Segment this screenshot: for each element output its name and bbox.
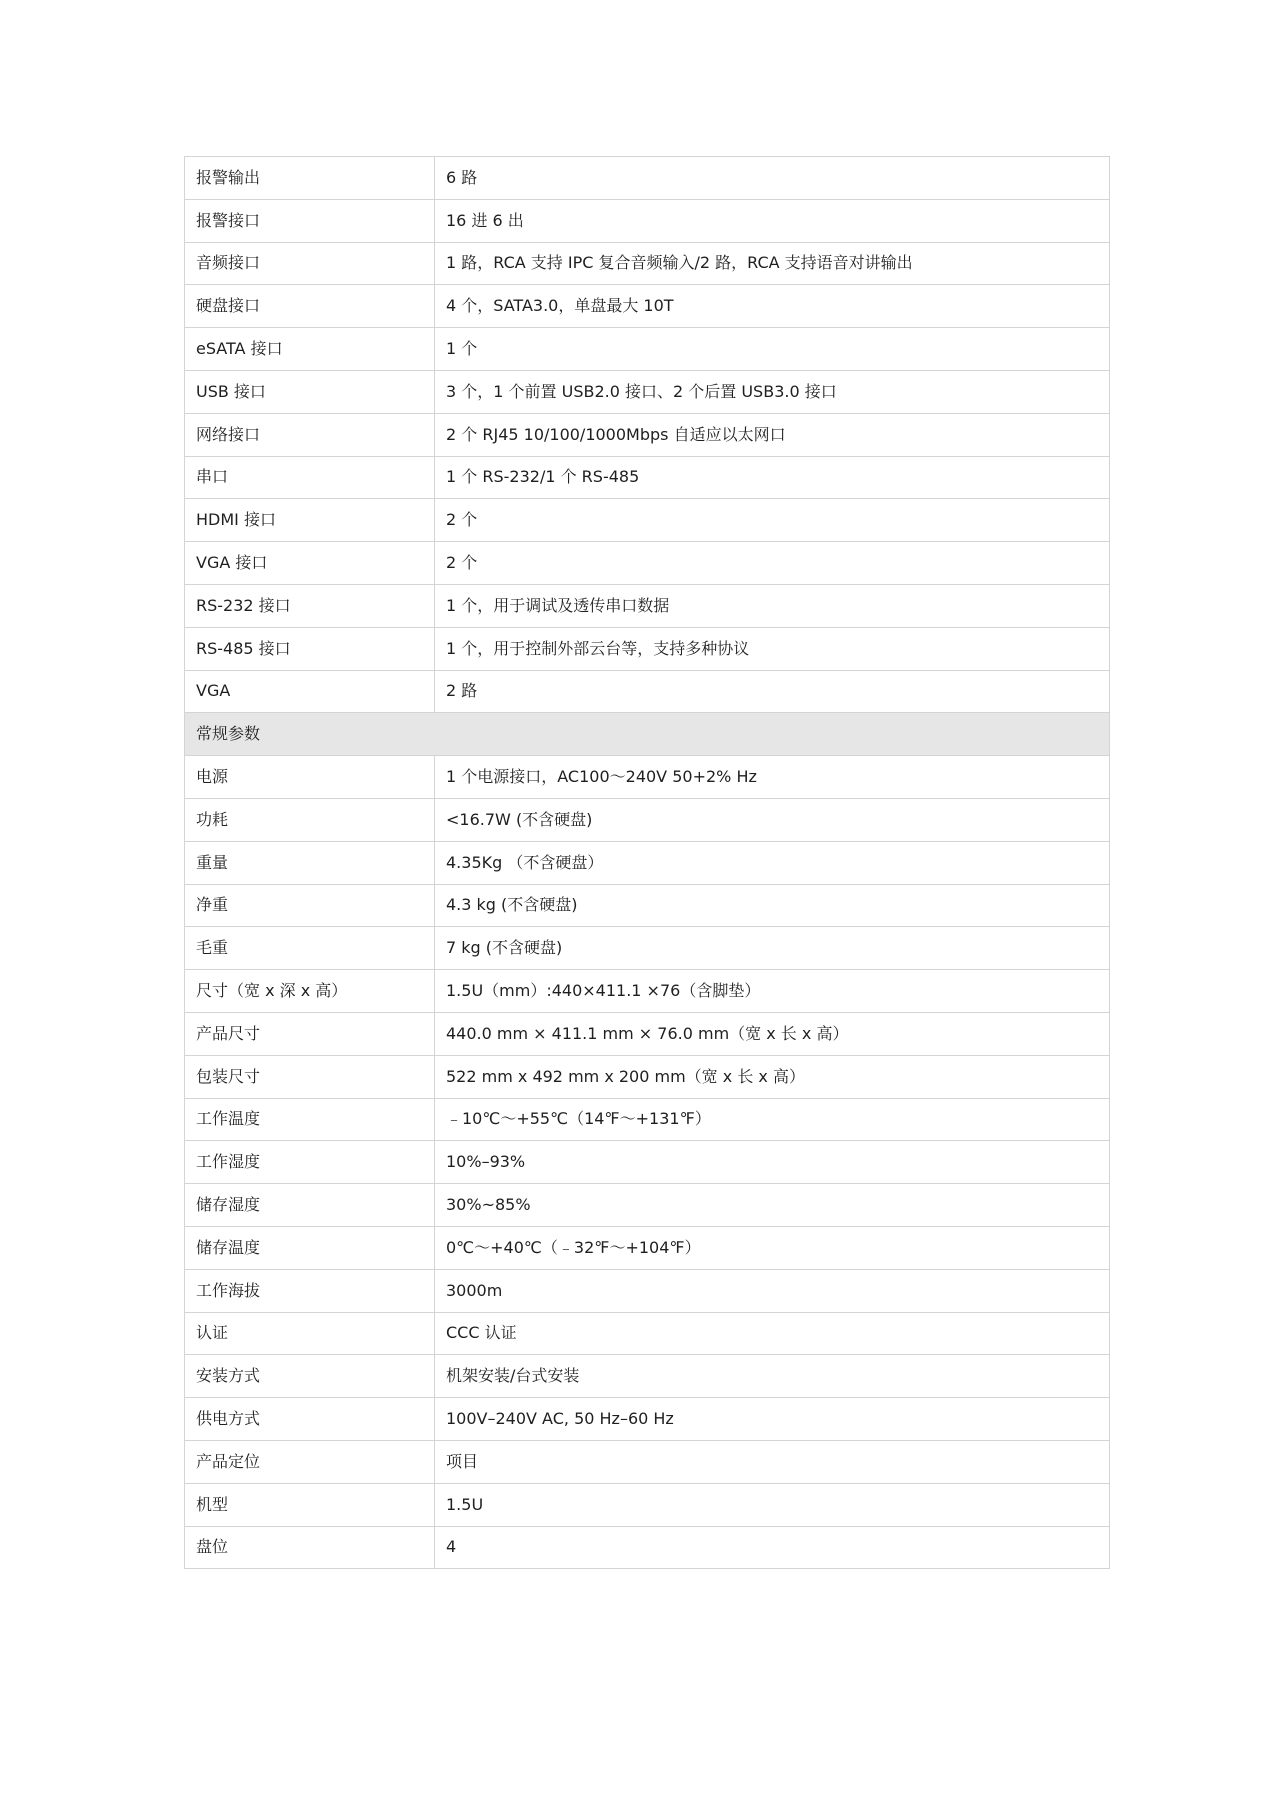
- table-row: [185, 456, 1110, 499]
- table-row: [185, 927, 1110, 970]
- spec-label: 重量: [185, 841, 435, 884]
- spec-value: 10%–93%: [435, 1141, 1110, 1184]
- spec-label: 功耗: [185, 798, 435, 841]
- spec-label: 认证: [185, 1312, 435, 1355]
- table-row: [185, 670, 1110, 713]
- spec-label: 尺寸（宽 x 深 x 高）: [185, 970, 435, 1013]
- spec-label: 产品定位: [185, 1440, 435, 1483]
- spec-value: 1.5U: [435, 1483, 1110, 1526]
- spec-value: 30%~85%: [435, 1184, 1110, 1227]
- spec-label: 报警接口: [185, 199, 435, 242]
- table-row: [185, 627, 1110, 670]
- spec-table: [184, 156, 1110, 1569]
- spec-label: VGA 接口: [185, 542, 435, 585]
- spec-value: <16.7W (不含硬盘): [435, 798, 1110, 841]
- spec-label: 工作湿度: [185, 1141, 435, 1184]
- table-row: [185, 798, 1110, 841]
- spec-value: 4.3 kg (不含硬盘): [435, 884, 1110, 927]
- section-header-row: [185, 713, 1110, 756]
- spec-label: 安装方式: [185, 1355, 435, 1398]
- spec-value: 1 个电源接口，AC100～240V 50+2% Hz: [435, 756, 1110, 799]
- spec-label: eSATA 接口: [185, 328, 435, 371]
- table-row: [185, 1226, 1110, 1269]
- spec-value: 4.35Kg （不含硬盘）: [435, 841, 1110, 884]
- spec-label: 储存温度: [185, 1226, 435, 1269]
- table-row: [185, 1526, 1110, 1569]
- spec-value: 100V–240V AC, 50 Hz–60 Hz: [435, 1398, 1110, 1441]
- spec-label: 网络接口: [185, 413, 435, 456]
- table-row: [185, 841, 1110, 884]
- spec-value: 440.0 mm × 411.1 mm × 76.0 mm（宽 x 长 x 高）: [435, 1012, 1110, 1055]
- table-row: [185, 1141, 1110, 1184]
- spec-label: HDMI 接口: [185, 499, 435, 542]
- spec-label: 毛重: [185, 927, 435, 970]
- spec-label: 串口: [185, 456, 435, 499]
- table-row: [185, 970, 1110, 1013]
- table-row: [185, 1440, 1110, 1483]
- spec-value: 机架安装/台式安装: [435, 1355, 1110, 1398]
- spec-label: 音频接口: [185, 242, 435, 285]
- spec-label: VGA: [185, 670, 435, 713]
- spec-label: 工作温度: [185, 1098, 435, 1141]
- spec-label: USB 接口: [185, 370, 435, 413]
- table-row: [185, 1483, 1110, 1526]
- table-row: [185, 1184, 1110, 1227]
- spec-label: 盘位: [185, 1526, 435, 1569]
- table-row: [185, 413, 1110, 456]
- table-row: [185, 756, 1110, 799]
- spec-label: 储存湿度: [185, 1184, 435, 1227]
- table-row: [185, 1398, 1110, 1441]
- spec-value: 2 路: [435, 670, 1110, 713]
- table-row: [185, 1098, 1110, 1141]
- spec-label: 电源: [185, 756, 435, 799]
- table-row: [185, 1269, 1110, 1312]
- spec-label: 工作海拔: [185, 1269, 435, 1312]
- table-row: [185, 199, 1110, 242]
- table-row: [185, 285, 1110, 328]
- spec-value: 2 个: [435, 542, 1110, 585]
- spec-value: CCC 认证: [435, 1312, 1110, 1355]
- spec-value: ﹣10℃～+55℃（14℉～+131℉）: [435, 1098, 1110, 1141]
- spec-label: 报警输出: [185, 157, 435, 200]
- table-row: [185, 584, 1110, 627]
- table-row: [185, 1055, 1110, 1098]
- spec-label: 净重: [185, 884, 435, 927]
- spec-label: 机型: [185, 1483, 435, 1526]
- spec-value: 7 kg (不含硬盘): [435, 927, 1110, 970]
- spec-value: 16 进 6 出: [435, 199, 1110, 242]
- spec-value: 1 个，用于控制外部云台等，支持多种协议: [435, 627, 1110, 670]
- spec-value: 1 个 RS-232/1 个 RS-485: [435, 456, 1110, 499]
- table-row: [185, 1355, 1110, 1398]
- table-row: [185, 1312, 1110, 1355]
- table-row: [185, 542, 1110, 585]
- spec-label: RS-232 接口: [185, 584, 435, 627]
- spec-value: 6 路: [435, 157, 1110, 200]
- spec-value: 2 个: [435, 499, 1110, 542]
- table-row: [185, 884, 1110, 927]
- spec-label: 产品尺寸: [185, 1012, 435, 1055]
- table-row: [185, 242, 1110, 285]
- spec-value: 1 个，用于调试及透传串口数据: [435, 584, 1110, 627]
- spec-label: 包装尺寸: [185, 1055, 435, 1098]
- spec-value: 4: [435, 1526, 1110, 1569]
- section-title: 常规参数: [185, 713, 1110, 756]
- table-row: [185, 1012, 1110, 1055]
- table-row: [185, 499, 1110, 542]
- spec-label: 硬盘接口: [185, 285, 435, 328]
- spec-value: 项目: [435, 1440, 1110, 1483]
- spec-label: RS-485 接口: [185, 627, 435, 670]
- spec-value: 3000m: [435, 1269, 1110, 1312]
- spec-value: 0℃～+40℃（﹣32℉～+104℉）: [435, 1226, 1110, 1269]
- spec-value: 1.5U（mm）:440×411.1 ×76（含脚垫）: [435, 970, 1110, 1013]
- spec-value: 4 个，SATA3.0，单盘最大 10T: [435, 285, 1110, 328]
- spec-value: 1 路，RCA 支持 IPC 复合音频输入/2 路，RCA 支持语音对讲输出: [435, 242, 1110, 285]
- spec-table-body: [185, 157, 1110, 1569]
- spec-value: 1 个: [435, 328, 1110, 371]
- table-row: [185, 370, 1110, 413]
- spec-label: 供电方式: [185, 1398, 435, 1441]
- spec-value: 2 个 RJ45 10/100/1000Mbps 自适应以太网口: [435, 413, 1110, 456]
- spec-value: 522 mm x 492 mm x 200 mm（宽 x 长 x 高）: [435, 1055, 1110, 1098]
- table-row: [185, 157, 1110, 200]
- table-row: [185, 328, 1110, 371]
- spec-value: 3 个，1 个前置 USB2.0 接口、2 个后置 USB3.0 接口: [435, 370, 1110, 413]
